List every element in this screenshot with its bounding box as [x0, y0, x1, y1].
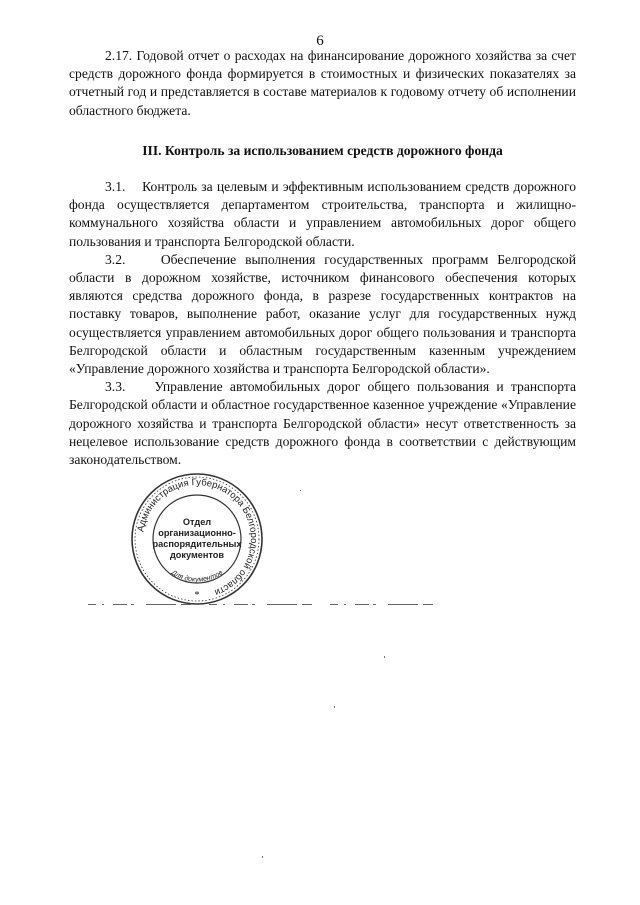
seal-ring-text: Администрация Губернатора Белгородской области: [135, 476, 260, 598]
paragraph-3-2: 3.2. Обеспечение выполнения государственных программ Белгородской области в дорожном хозяйстве, источником финансового обеспечения которых являются средства дорожного фонда, в разрезе государственных контрактов на поставку товаров, выполнение работ, оказание услуг для государственных нужд осуществляется управлением автомобильных дорог общего пользования и транспорта Белгородской области и областным государственным казенным учреждением «Управление дорожного хозяйства и транспорта Белгородской области».: [69, 251, 576, 377]
paragraph-3-1: 3.1. Контроль за целевым и эффективным использованием средств дорожного фонда осуществляется департаментом строительства, транспорта и жилищно-коммунального хозяйства области и управлением автомобильных дорог общего пользования и транспорта Белгородской области.: [69, 179, 576, 249]
scan-artifact-line: [88, 603, 448, 606]
seal-center-line: организационно-: [158, 528, 236, 538]
scan-speck: [384, 656, 385, 658]
seal-star-icon: *: [194, 590, 200, 601]
seal-center-text: [130, 472, 264, 606]
seal-center-line: распорядительных: [152, 539, 242, 549]
section-heading: III. Контроль за использованием средств дорожного фонда: [142, 142, 503, 158]
seal-center-line: Отдел: [182, 517, 212, 527]
scan-speck: [300, 490, 301, 491]
seal-center-line: документов: [169, 550, 225, 560]
document-body: [69, 47, 576, 469]
page-number: 6: [316, 33, 324, 49]
scan-speck: [262, 856, 263, 858]
scan-speck: [334, 706, 335, 708]
paragraph-3-3: 3.3. Управление автомобильных дорог общего пользования и транспорта Белгородской области и областное государственное казенное учреждение «Управление дорожного хозяйства и транспорта Белгородской области» несут ответственность за нецелевое использование средств дорожного фонда в соответствии с действующим законодательством.: [69, 379, 576, 468]
paragraph-2-17: 2.17. Годовой отчет о расходах на финансирование дорожного хозяйства за счет средств дорожного фонда формируется в стоимостных и физических показателях за отчетный год и представляется в составе материалов к годовому отчету об исполнении областного бюджета.: [69, 48, 576, 118]
official-seal: [130, 472, 264, 606]
seal-bottom-text: Для документов: [169, 569, 225, 584]
